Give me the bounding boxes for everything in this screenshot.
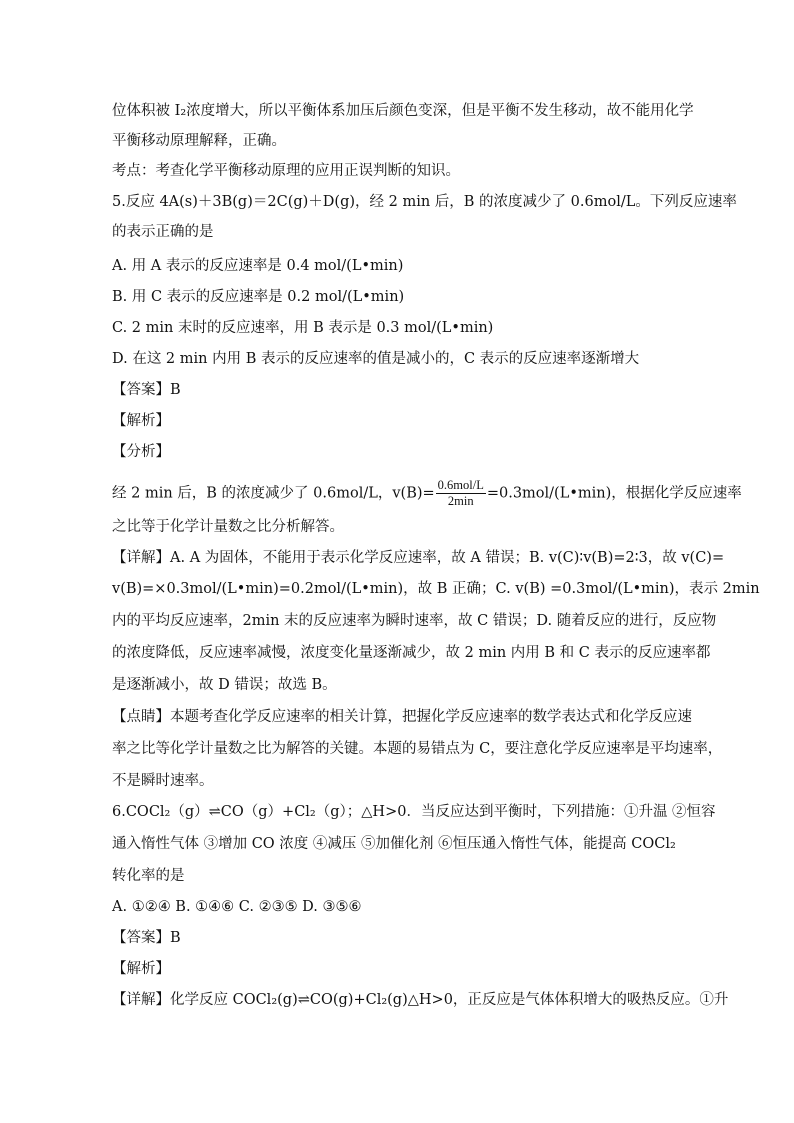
formula-line (112, 478, 742, 509)
text-line: 平衡移动原理解释，正确。 (112, 133, 286, 149)
tip-line: 【点睛】本题考查化学反应速率的相关计算，把握化学反应速率的数学表达式和化学反应速 (112, 709, 692, 725)
question-5-stem: 5.反应 4A(s)＋3B(g)＝2C(g)＋D(g)，经 2 min 后，B 的浓度减少了 0.6mol/L。下列反应速率 (112, 194, 737, 210)
formula-text-before: 经 2 min 后，B 的浓度减少了 0.6mol/L，v(B)= (112, 485, 435, 502)
option-a: A. 用 A 表示的反应速率是 0.4 mol/(L•min) (112, 258, 404, 274)
rate-fraction (436, 478, 486, 509)
detail-line: 【详解】化学反应 COCl₂(g)⇌CO(g)+Cl₂(g)△H>0，正反应是气体体积增大的吸热反应。①升 (112, 992, 729, 1008)
fraction-denominator: 2min (447, 494, 474, 508)
text-line: 转化率的是 (112, 868, 185, 884)
question-6-stem: 6.COCl₂（g）⇌CO（g）+Cl₂（g）；△H>0．当反应达到平衡时，下列措施：①升温 ②恒容 (112, 804, 716, 820)
text-line: 的表示正确的是 (112, 224, 214, 240)
text-line: 不是瞬时速率。 (112, 773, 214, 789)
q6-options: A. ①②④ B. ①④⑥ C. ②③⑤ D. ③⑤⑥ (112, 899, 362, 915)
text-line: 通入惰性气体 ③增加 CO 浓度 ④减压 ⑤加催化剂 ⑥恒压通入惰性气体，能提高 COCl₂ (112, 836, 676, 852)
text-line: 内的平均反应速率，2min 末的反应速率为瞬时速率，故 C 错误；D. 随着反应的进行，反应物 (112, 613, 717, 629)
analysis-label: 【解析】 (112, 961, 170, 977)
fraction-numerator: 0.6mol/L (437, 478, 484, 492)
text-line: 考点：考查化学平衡移动原理的应用正误判断的知识。 (112, 163, 460, 179)
text-line: 之比等于化学计量数之比分析解答。 (112, 519, 344, 535)
option-c: C. 2 min 末时的反应速率，用 B 表示是 0.3 mol/(L•min) (112, 320, 494, 336)
text-line: 是逐渐减小，故 D 错误；故选 B。 (112, 677, 337, 693)
answer-label: 【答案】B (112, 382, 181, 398)
analysis-sub-label: 【分析】 (112, 444, 170, 460)
detail-line: 【详解】A. A 为固体，不能用于表示化学反应速率，故 A 错误；B. v(C)∶v(B)=2∶3，故 v(C)= (112, 550, 725, 566)
text-line: 的浓度降低，反应速率减慢，浓度变化量逐渐减少，故 2 min 内用 B 和 C 表示的反应速率都 (112, 645, 711, 661)
text-line: v(B)=×0.3mol/(L•min)=0.2mol/(L•min)，故 B 正确；C. v(B) =0.3mol/(L•min)，表示 2min (112, 581, 760, 597)
text-line: 率之比等化学计量数之比为解答的关键。本题的易错点为 C，要注意化学反应速率是平均速率， (112, 741, 723, 757)
answer-label: 【答案】B (112, 930, 181, 946)
analysis-label: 【解析】 (112, 413, 170, 429)
text-line: 位体积被 I₂浓度增大，所以平衡体系加压后颜色变深，但是平衡不发生移动，故不能用化学 (112, 103, 694, 119)
option-b: B. 用 C 表示的反应速率是 0.2 mol/(L•min) (112, 289, 405, 305)
option-d: D. 在这 2 min 内用 B 表示的反应速率的值是减小的，C 表示的反应速率逐渐增大 (112, 351, 640, 367)
formula-text-after: =0.3mol/(L•min)，根据化学反应速率 (486, 485, 742, 502)
